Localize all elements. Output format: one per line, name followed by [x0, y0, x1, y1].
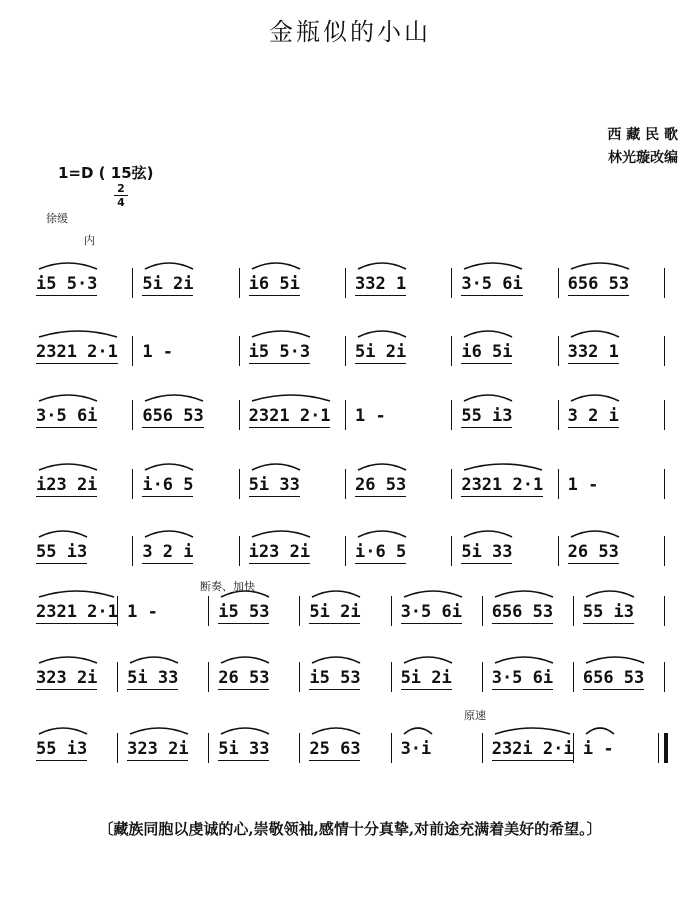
measure: 5i 33: [218, 739, 270, 759]
beam-line: [36, 760, 87, 761]
beam-line: [401, 689, 452, 690]
barline: [664, 536, 665, 566]
beam-line: [36, 295, 97, 296]
barline: [239, 268, 240, 298]
measure: i23 2i: [36, 475, 98, 495]
slur-mark: [251, 260, 301, 270]
beam-line: [36, 363, 118, 364]
measure: i5 53: [309, 668, 361, 688]
barline: [573, 733, 574, 763]
score-line: [0, 340, 700, 364]
slur-mark: [311, 588, 361, 598]
measure: 3·5 6i: [400, 602, 462, 622]
measure: 656 53: [491, 602, 554, 622]
slur-mark: [357, 328, 407, 338]
beam-line: [127, 689, 178, 690]
barline: [664, 596, 665, 626]
measure: 3·i: [400, 739, 432, 759]
barline: [482, 733, 483, 763]
barline: [451, 336, 452, 366]
score-line: [0, 666, 700, 690]
slur-mark: [251, 528, 311, 538]
measure: 2321 2·1: [36, 342, 118, 362]
slur-mark: [463, 528, 513, 538]
score-line: [0, 600, 700, 624]
measure: 3 2 i: [567, 406, 619, 426]
measure: 2321 2·1: [248, 406, 331, 426]
score-line: [0, 473, 700, 497]
arranger-credit: 林光璇改编: [608, 150, 678, 166]
barline: [451, 536, 452, 566]
barline: [345, 336, 346, 366]
meter-top: 2: [117, 182, 125, 195]
score-line: [0, 272, 700, 296]
barline: [451, 400, 452, 430]
barline: [391, 733, 392, 763]
measure: i5 5·3: [36, 274, 98, 294]
barline: [345, 400, 346, 430]
slur-mark: [570, 528, 620, 538]
slur-mark: [129, 725, 189, 735]
measure: 55 i3: [36, 739, 88, 759]
barline: [558, 469, 559, 499]
beam-line: [461, 563, 512, 564]
barline: [208, 733, 209, 763]
measure: 1 -: [355, 406, 386, 426]
barline: [117, 662, 118, 692]
beam-line: [36, 563, 87, 564]
slur-mark: [585, 588, 635, 598]
slur-mark: [38, 654, 98, 664]
measure: 26 53: [355, 475, 407, 495]
slur-mark: [38, 392, 98, 402]
barline: [208, 596, 209, 626]
slur-mark: [38, 328, 118, 338]
beam-line: [309, 760, 360, 761]
meter-bottom: 4: [117, 196, 125, 209]
barline: [391, 596, 392, 626]
slur-mark: [38, 461, 98, 471]
slur-mark: [38, 528, 88, 538]
barline: [664, 662, 665, 692]
beam-line: [461, 363, 512, 364]
measure: 55 i3: [582, 602, 635, 622]
slur-mark: [357, 260, 407, 270]
beam-line: [583, 689, 644, 690]
beam-line: [355, 295, 406, 296]
measure: i·6 5: [355, 542, 407, 562]
barline: [558, 268, 559, 298]
slur-mark: [311, 654, 361, 664]
barline: [482, 596, 483, 626]
tempo-mark: 徐缓: [46, 212, 68, 225]
measure: i5 53: [218, 602, 270, 622]
beam-line: [568, 363, 619, 364]
barline: [664, 469, 665, 499]
barline: [132, 469, 133, 499]
beam-line: [492, 689, 553, 690]
beam-line: [249, 427, 331, 428]
beam-line: [355, 363, 406, 364]
score-line: [0, 540, 700, 564]
beam-line: [218, 689, 269, 690]
measure: 332 1: [567, 342, 619, 362]
barline: [345, 536, 346, 566]
beam-line: [401, 623, 462, 624]
slur-mark: [251, 328, 311, 338]
measure: 5i 33: [461, 542, 513, 562]
beam-line: [568, 563, 619, 564]
beam-line: [583, 623, 634, 624]
measure: 55 i3: [36, 542, 88, 562]
slur-mark: [220, 588, 270, 598]
measure: 3·5 6i: [491, 668, 554, 688]
measure: 5i 2i: [309, 602, 361, 622]
beam-line: [142, 295, 193, 296]
page-title: 金瓶似的小山: [269, 18, 431, 46]
beam-line: [492, 760, 574, 761]
barline: [391, 662, 392, 692]
measure: 656 53: [567, 274, 630, 294]
slur-mark: [463, 461, 543, 471]
slur-mark: [585, 654, 645, 664]
beam-line: [355, 496, 406, 497]
barline: [558, 536, 559, 566]
beam-line: [127, 760, 188, 761]
barline: [451, 268, 452, 298]
measure: i -: [582, 739, 614, 759]
inside-mark: 内: [84, 234, 95, 247]
slur-mark: [403, 588, 463, 598]
beam-line: [249, 496, 300, 497]
barline: [132, 536, 133, 566]
origin-credit: 西 藏 民 歌: [607, 127, 678, 143]
slur-mark: [144, 528, 194, 538]
original-tempo-mark: 原速: [464, 709, 486, 722]
slur-mark: [220, 725, 270, 735]
beam-line: [461, 427, 512, 428]
barline: [558, 336, 559, 366]
measure: 323 2i: [36, 668, 98, 688]
measure: 232i 2·i: [491, 739, 574, 759]
beam-line: [461, 295, 522, 296]
slur-mark: [585, 725, 615, 735]
measure: 3·5 6i: [461, 274, 523, 294]
beam-line: [142, 563, 193, 564]
measure: 2321 2·1: [461, 475, 544, 495]
measure: 5i 2i: [355, 342, 407, 362]
barline: [132, 336, 133, 366]
measure: 26 53: [218, 668, 270, 688]
barline: [664, 400, 665, 430]
barline: [664, 336, 665, 366]
beam-line: [568, 295, 629, 296]
caption: 〔藏族同胞以虔诚的心,崇敬领袖,感情十分真挚,对前途充满着美好的希望。〕: [98, 820, 602, 838]
barline: [482, 662, 483, 692]
slur-mark: [494, 588, 554, 598]
slur-mark: [494, 654, 554, 664]
barline: [132, 268, 133, 298]
measure: 1 -: [127, 602, 158, 622]
measure: 3 2 i: [142, 542, 194, 562]
measure: 1 -: [142, 342, 174, 362]
staccato-mark: 断奏、加快: [200, 580, 255, 593]
slur-mark: [570, 328, 620, 338]
beam-line: [249, 363, 310, 364]
slur-mark: [38, 260, 98, 270]
measure: 5i 2i: [142, 274, 194, 294]
measure: 2321 2·1: [36, 602, 118, 622]
beam-line: [492, 623, 553, 624]
barline: [299, 733, 300, 763]
beam-line: [218, 623, 269, 624]
beam-line: [142, 427, 203, 428]
barline: [239, 400, 240, 430]
beam-line: [142, 496, 193, 497]
beam-line: [309, 689, 360, 690]
measure: 5i 33: [248, 475, 300, 495]
slur-mark: [570, 260, 630, 270]
measure: 3·5 6i: [36, 406, 98, 426]
barline: [573, 596, 574, 626]
measure: 1 -: [567, 475, 599, 495]
barline: [132, 400, 133, 430]
beam-line: [249, 563, 310, 564]
barline: [299, 596, 300, 626]
slur-mark: [144, 260, 194, 270]
slur-mark: [463, 260, 523, 270]
barline: [117, 596, 118, 626]
barline: [117, 733, 118, 763]
beam-line: [218, 760, 269, 761]
beam-line: [568, 427, 619, 428]
slur-mark: [144, 461, 194, 471]
measure: 332 1: [355, 274, 407, 294]
measure: 25 63: [309, 739, 361, 759]
beam-line: [36, 623, 118, 624]
slur-mark: [38, 588, 115, 598]
slur-mark: [38, 725, 88, 735]
measure: i5 5·3: [248, 342, 311, 362]
time-signature: [114, 183, 128, 208]
slur-mark: [463, 328, 513, 338]
slur-mark: [144, 392, 204, 402]
barline: [239, 336, 240, 366]
measure: i23 2i: [248, 542, 311, 562]
measure: i6 5i: [248, 274, 300, 294]
key-signature: 1=D ( 15弦): [58, 164, 154, 182]
measure: 5i 33: [127, 668, 179, 688]
score-line: [0, 737, 700, 761]
slur-mark: [403, 725, 433, 735]
slur-mark: [463, 392, 513, 402]
measure: i6 5i: [461, 342, 513, 362]
barline: [299, 662, 300, 692]
score-line: [0, 404, 700, 428]
measure: 26 53: [567, 542, 619, 562]
measure: 323 2i: [127, 739, 189, 759]
slur-mark: [357, 461, 407, 471]
barline: [451, 469, 452, 499]
beam-line: [36, 427, 97, 428]
slur-mark: [220, 654, 270, 664]
barline: [664, 268, 665, 298]
slur-mark: [570, 392, 620, 402]
measure: 656 53: [582, 668, 645, 688]
barline: [573, 662, 574, 692]
beam-line: [461, 496, 543, 497]
slur-mark: [129, 654, 179, 664]
measure: 55 i3: [461, 406, 513, 426]
slur-mark: [251, 461, 301, 471]
measure: i·6 5: [142, 475, 194, 495]
measure: 656 53: [142, 406, 204, 426]
beam-line: [355, 563, 406, 564]
barline: [239, 469, 240, 499]
measure: 5i 2i: [400, 668, 452, 688]
final-barline-thin: [658, 733, 659, 763]
final-barline: [664, 733, 668, 763]
barline: [345, 268, 346, 298]
barline: [208, 662, 209, 692]
beam-line: [309, 623, 360, 624]
slur-mark: [403, 654, 453, 664]
barline: [239, 536, 240, 566]
barline: [345, 469, 346, 499]
beam-line: [249, 295, 300, 296]
slur-mark: [494, 725, 571, 735]
slur-mark: [311, 725, 361, 735]
slur-mark: [251, 392, 331, 402]
barline: [558, 400, 559, 430]
beam-line: [36, 496, 97, 497]
beam-line: [36, 689, 97, 690]
slur-mark: [357, 528, 407, 538]
